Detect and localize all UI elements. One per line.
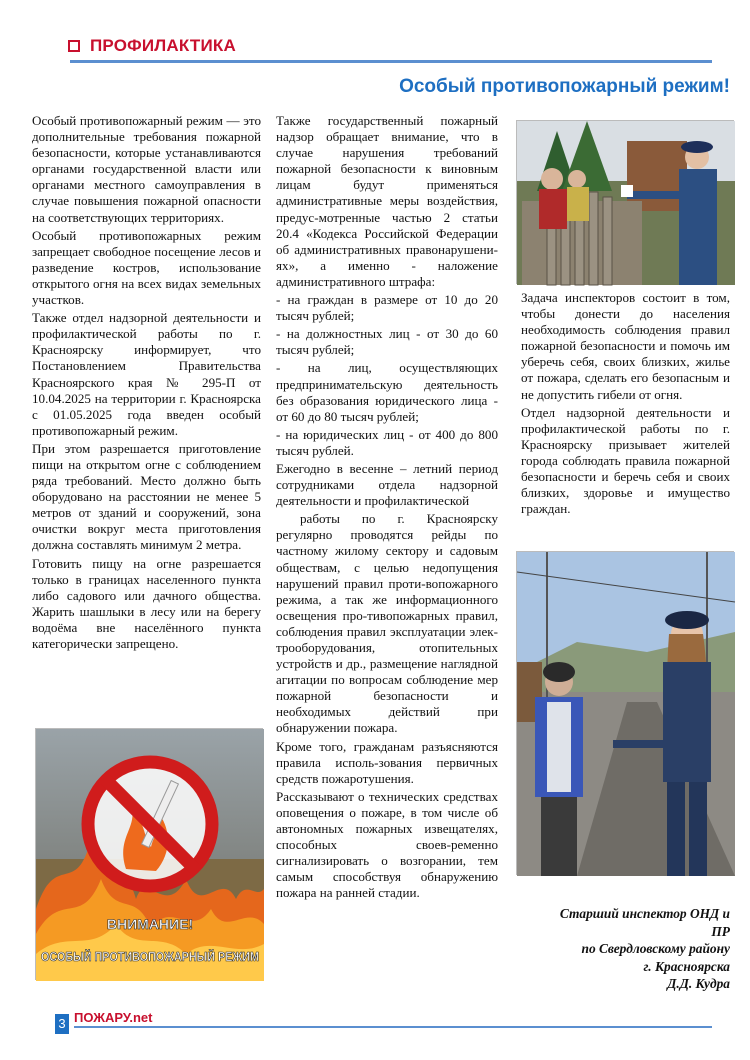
paragraph: - на лиц, осуществляющих предпринимательскую деятельность без образования юридического лица - от 60 до 80 тысяч рублей; bbox=[276, 360, 498, 424]
paragraph: - на юридических лиц - от 400 до 800 тысяч рублей. bbox=[276, 426, 498, 458]
caption-line: ПР bbox=[711, 923, 730, 939]
caption-line: г. Красноярска bbox=[643, 958, 730, 974]
paragraph: Также отдел надзорной деятельности и профилактической работы по г. Красноярску информирует, что Постановлением Правительства Красноярского края № 295-П от 10.04.2025 на территории г. Красноярска с 01.05.2025 года введен особый противопожарный режим. bbox=[32, 310, 261, 438]
footer-brand: ПОЖАРУ.net bbox=[74, 1010, 153, 1025]
caption-line: Д.Д. Кудра bbox=[667, 976, 730, 992]
section-label: ПРОФИЛАКТИКА bbox=[90, 36, 236, 55]
author-caption bbox=[480, 905, 730, 993]
right-text-column bbox=[521, 290, 730, 519]
left-text-column bbox=[32, 113, 261, 654]
poster-warning-text: ВНИМАНИЕ! bbox=[106, 916, 194, 932]
caption-line: по Свердловскому району bbox=[581, 941, 730, 957]
poster-regime-text: ОСОБЫЙ ПРОТИВОПОЖАРНЫЙ РЕЖИМ bbox=[41, 949, 259, 964]
header-divider bbox=[70, 60, 712, 63]
paragraph: работы по г. Красноярску регулярно проводятся рейды по частному жилому сектору и садовым обществам, с целью недопущения нарушений правил проти-вопожарного режима, а так же информационного освещения про-тивопожарных правил, соблюдения правил эксплуатации элек-трооборудования, отопительных устройств и др., размещение наглядной агитации по вопросам соблюдение мер пожарной безопасности и необходимых действий при обнаружении пожара. bbox=[276, 511, 498, 736]
paragraph: Также государственный пожарный надзор обращает внимание, что в случае нарушения требований пожарной безопасности к виновным лицам будут применяться административные меры воздействия, предус-мотренные частью 2 статьи 20.4 «Кодекса Российской Федерации об административных правонарушени-ях», а именно - наложение административного штрафа: bbox=[276, 113, 498, 289]
paragraph: Рассказывают о технических средствах оповещения о пожаре, в том числе об автономных пожарных извещателях, способных своев-ременно сигнализировать о возгорании, тем самым способствуя обнаружению пожара на ранней стадии. bbox=[276, 788, 498, 901]
page-number: 3 bbox=[55, 1014, 69, 1034]
caption-line: Старший инспектор ОНД и bbox=[559, 906, 730, 921]
paragraph: Ежегодно в весенне – летний период сотрудниками отдела надзорной деятельности и профилактической bbox=[276, 460, 498, 509]
poster-fire-ban bbox=[35, 728, 263, 980]
photo-inspector-with-elderly-woman bbox=[516, 551, 734, 875]
checkbox-square-icon bbox=[68, 40, 80, 52]
paragraph: - на должностных лиц - от 30 до 60 тысяч рублей; bbox=[276, 326, 498, 358]
paragraph: Особый противопожарный режим — это дополнительные требования пожарной безопасности, которые устанавливаются органами государственной власти или органами местного самоуправления в случае повышения пожарной опасности на соответствующих территориях. bbox=[32, 113, 261, 225]
paragraph: Задача инспекторов состоит в том, чтобы донести до населения необходимость соблюдения правил пожарной безопасности и помочь им уберечь себя, своих близких, жилье от пожара, сделать его безопасным и не допустить гибели от огня. bbox=[521, 290, 730, 402]
paragraph: - на граждан в размере от 10 до 20 тысяч рублей; bbox=[276, 292, 498, 324]
paragraph: Готовить пищу на огне разрешается только в границах населенного пункта либо садового или дачного общества. Жарить шашлыки в лесу или на берегу водоёма вне населённого пункта категорически запрещено. bbox=[32, 555, 261, 651]
paragraph: Отдел надзорной деятельности и профилактической работы по г. Красноярску призывает жителей города соблюдать правила пожарной безопасности и беречь себя и своих близких, здоровье и имущество граждан. bbox=[521, 404, 730, 517]
section-header bbox=[68, 34, 236, 58]
page-title: Особый противопожарный режим! bbox=[399, 76, 730, 97]
paragraph: Особый противопожарных режим запрещает свободное посещение лесов и разведение костров, использование открытого огня на всех видах земельных участков. bbox=[32, 227, 261, 308]
middle-text-column bbox=[276, 113, 498, 904]
photo-inspector-with-residents bbox=[516, 120, 734, 284]
paragraph: Кроме того, гражданам разъясняются правила исполь-зования первичных средств пожаротушения. bbox=[276, 738, 498, 786]
paragraph: При этом разрешается приготовление пищи на открытом огне с соблюдением ряда требований. Место должно быть оборудовано на расстоянии не менее 5 метров от зданий и сооружений, зона очистки вокруг места приготовления должна составлять минимум 2 метра. bbox=[32, 440, 261, 553]
footer-divider bbox=[74, 1026, 712, 1028]
